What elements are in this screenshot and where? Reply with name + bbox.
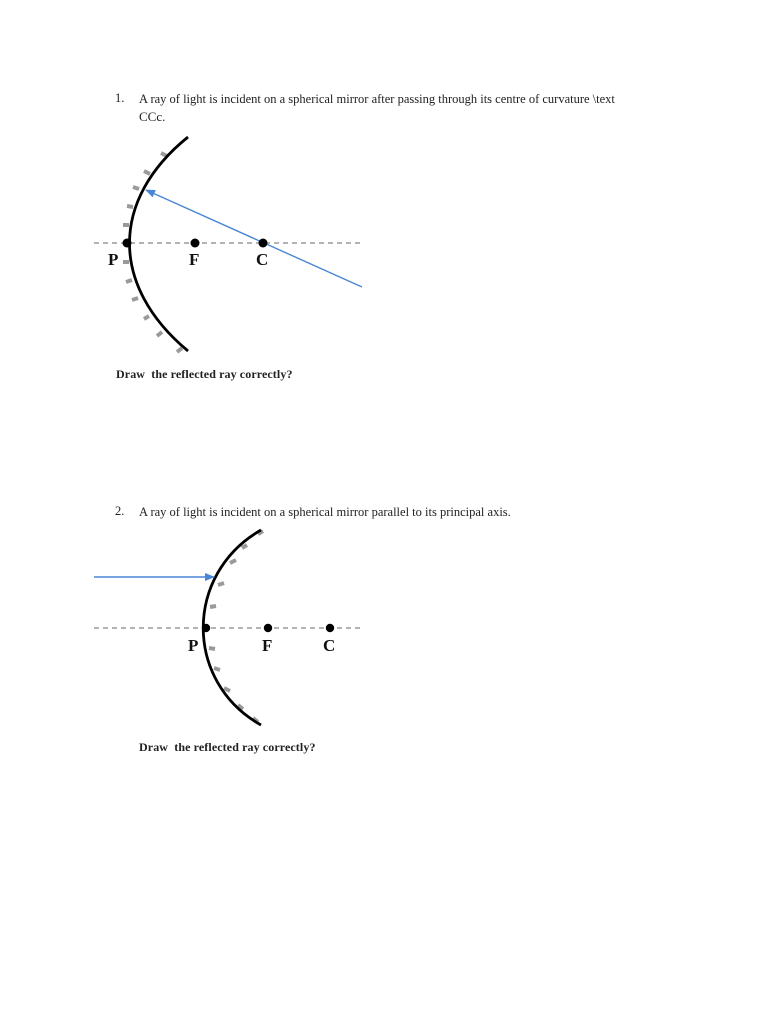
mirror-hatching xyxy=(123,153,182,352)
hatch-mark xyxy=(230,560,236,563)
label-pole: P xyxy=(188,636,199,655)
hatch-mark xyxy=(242,545,247,548)
mirror-hatching xyxy=(209,531,263,722)
label-centre: C xyxy=(256,250,269,269)
question-text: A ray of light is incident on a spherical mirror parallel to its principal axis. xyxy=(139,505,511,519)
hatch-mark xyxy=(126,280,132,282)
hatch-mark xyxy=(209,648,215,649)
diagram-2 xyxy=(94,530,362,725)
question-text-main: A ray of light is incident on a spherical mirror after passing through its centre of curvature \text xyxy=(139,92,615,106)
hatch-mark xyxy=(218,583,224,585)
hatch-mark xyxy=(132,298,138,300)
label-pole: P xyxy=(108,250,119,269)
hatch-mark xyxy=(133,187,139,189)
hatch-mark xyxy=(144,171,150,174)
pole-point xyxy=(202,624,210,632)
instruction-text: Draw the reflected ray correctly? xyxy=(116,367,293,381)
label-focus: F xyxy=(189,250,200,269)
label-centre: C xyxy=(323,636,336,655)
focus-point xyxy=(264,624,272,632)
hatch-mark xyxy=(144,316,149,319)
pole-point xyxy=(123,239,132,248)
hatch-mark xyxy=(157,332,162,336)
concave-mirror xyxy=(130,137,189,351)
diagram-1 xyxy=(94,137,362,352)
instruction-text: Draw the reflected ray correctly? xyxy=(139,740,316,754)
hatch-mark xyxy=(210,606,216,607)
hatch-mark xyxy=(214,668,220,670)
hatch-mark xyxy=(127,206,133,207)
focus-point xyxy=(191,239,200,248)
centre-point xyxy=(326,624,334,632)
centre-point xyxy=(259,239,268,248)
question-number: 2. xyxy=(115,504,125,518)
incident-ray xyxy=(146,190,362,287)
question-number: 1. xyxy=(115,91,125,105)
question-text-tail: CCc. xyxy=(139,109,166,124)
label-focus: F xyxy=(262,636,273,655)
hatch-mark xyxy=(177,348,182,352)
hatch-mark xyxy=(224,688,230,691)
